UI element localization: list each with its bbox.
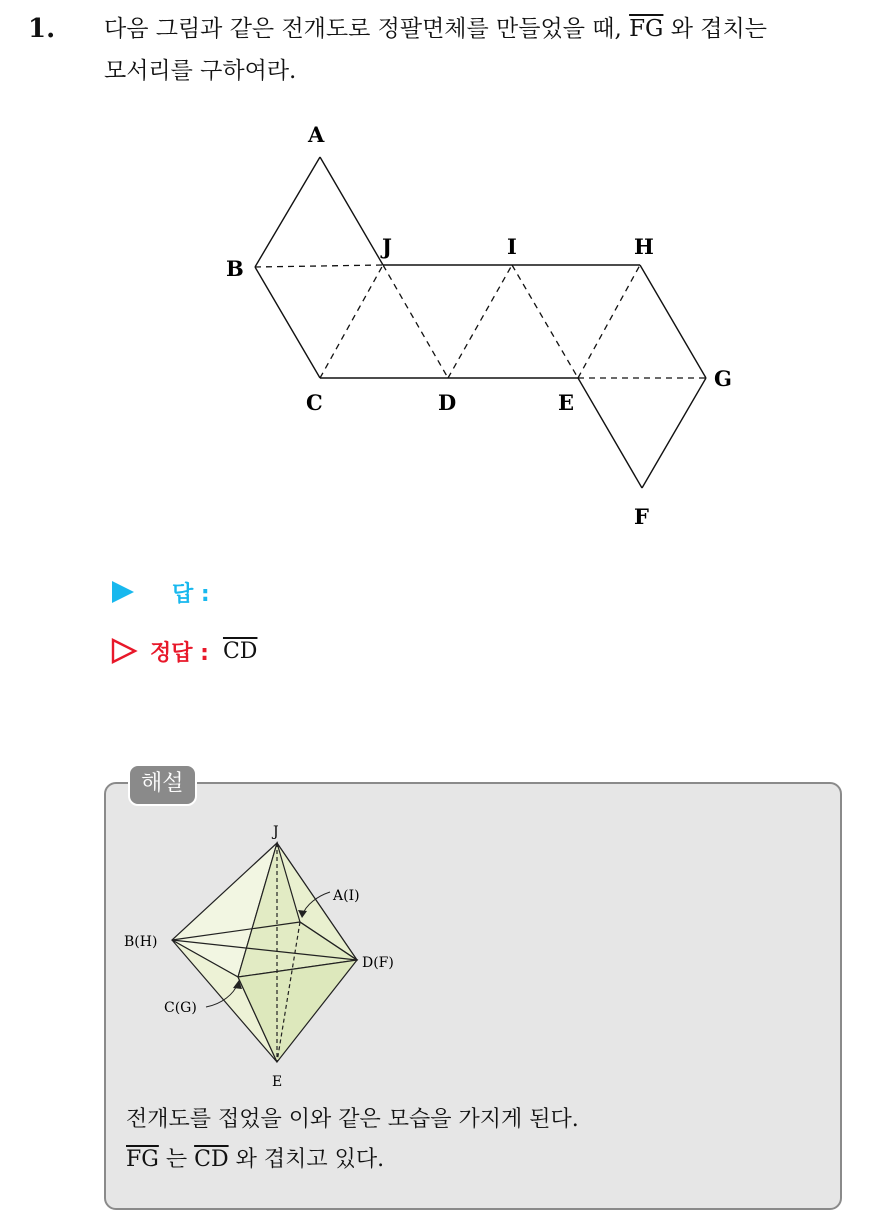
fig-label-j: J	[273, 824, 279, 840]
fig-label-a-i: A(I)	[333, 888, 360, 904]
net-label-c: C	[306, 390, 323, 415]
explanation-text-mid: 는	[165, 1147, 188, 1172]
solution-tag: 해설	[128, 764, 197, 806]
net-label-b: B	[226, 256, 244, 281]
net-label-i: I	[507, 234, 517, 259]
correct-answer-label: 정답 :	[150, 640, 209, 666]
answer-label: 답 :	[172, 581, 210, 607]
fig-label-d-f: D(F)	[362, 955, 394, 971]
net-label-a: A	[308, 122, 325, 147]
explanation-line-2	[126, 1146, 384, 1174]
question-number: 1.	[28, 14, 56, 44]
net-label-j: J	[382, 234, 392, 259]
correct-answer-value: $\overline{CD}$	[222, 638, 258, 664]
net-label-g: G	[714, 366, 732, 391]
fig-label-e: E	[272, 1074, 283, 1090]
segment-fg: $\overline{FG}$	[629, 16, 664, 42]
net-label-f: F	[634, 504, 649, 529]
octahedron-faces	[172, 843, 357, 1062]
net-label-d: D	[438, 390, 457, 415]
net-label-h: H	[634, 234, 654, 259]
question-text-a: 다음 그림과 같은 전개도로 정팔면체를 만들었을 때,	[104, 16, 622, 42]
question-line-2: 모서리를 구하여라.	[104, 58, 297, 84]
question-text-b: 와 겹치는	[670, 16, 767, 42]
fig-label-c-g: C(G)	[164, 1000, 197, 1016]
explanation-text-end: 와 겹치고 있다.	[235, 1147, 385, 1172]
explanation-segment-fg: $\overline{FG}$	[126, 1147, 159, 1172]
explanation-line-1: 전개도를 접었을 이와 같은 모습을 가지게 된다.	[126, 1107, 579, 1132]
net-label-e: E	[558, 390, 575, 415]
explanation-segment-cd: $\overline{CD}$	[194, 1147, 229, 1172]
fig-label-b-h: B(H)	[124, 934, 158, 950]
